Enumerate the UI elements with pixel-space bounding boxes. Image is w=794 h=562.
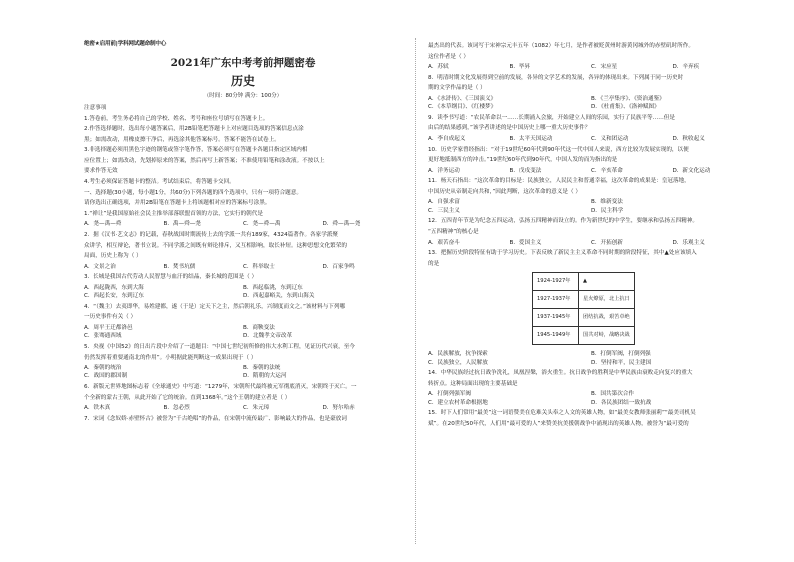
answer-option: D．辛弃疾: [672, 64, 700, 71]
question-text: 6．新版元世界地图标志着《全球通史》中写道：“1279年，宋朝所代最终被元军彻底消灭，宋朝终于灭亡。一: [84, 384, 357, 391]
table-row: [533, 273, 635, 291]
answer-option: C．民族独立，人民解放: [428, 359, 488, 366]
answer-option: A．李自成起义: [428, 136, 466, 143]
answer-option: B．忽必烈: [163, 405, 190, 412]
note-line: 3.非选择题必须用黑色字迹的钢笔或签字笔作答，答案必须写在答题卡各题目指定区域内相: [84, 147, 308, 154]
note-line: 要求作答无效: [84, 168, 118, 175]
note-line: 应位置上；如需改动，先划掉原来的答案，然后再写上新答案；不准使用铅笔和涂改液。不按以上: [84, 157, 325, 164]
question-text: 12．五四青年节是为纪念五四运动，弘扬五四精神而设立的。作为新世纪的中学生，要继承和弘扬五四精神。: [428, 218, 699, 225]
table-row: [533, 291, 635, 309]
question-text: 1.“禅让”是我国原始社会民主推举部落联盟首领的方法，它实行的朝代是: [84, 210, 263, 217]
exam-title: 2021年广东中考考前押题密卷: [170, 57, 316, 69]
answer-options: [428, 167, 754, 175]
question-text: 局面，历史上称为（ ）: [84, 253, 142, 260]
table-cell-year: 1937-1945年: [533, 309, 579, 327]
answer-option: C．尧—舜—禹: [243, 221, 281, 228]
answer-options: [428, 239, 754, 247]
answer-option: B．戊戌变法: [509, 167, 542, 174]
notes-heading: 注意事项: [84, 105, 107, 111]
answer-option: B．毕昇: [509, 64, 531, 71]
answer-option: B．商鞅变法: [243, 324, 275, 331]
answer-option: A．文景之治: [84, 263, 116, 270]
column-divider: [415, 38, 416, 544]
answer-option: A．铁木真: [84, 405, 111, 412]
answer-option: A．民族解放，抗争探索: [428, 351, 488, 358]
table-cell-event: 国共对峙，战略决战: [579, 327, 635, 345]
question-text: 斌”。在20世纪50年代，人们用“最可爱的人”来赞美抗美援朝战争中涌现出的英雄人物，被誉为“最可爱的: [428, 421, 689, 428]
answer-options: [428, 135, 754, 143]
answer-option: C．三民主义: [428, 207, 460, 214]
question-text: 期的文学作品的是（ ）: [428, 85, 486, 92]
timeline-table: [532, 272, 635, 345]
answer-option: D．舜—禹—尧: [322, 221, 361, 228]
answer-options: [428, 95, 754, 112]
question-text: 最杰出的代表。该词写于宋神宗元丰五年（1082）年七月，是作者被贬黄州时游黄冈城外的赤壁矶时所作。: [428, 43, 694, 49]
answer-option: D．百家争鸣: [322, 263, 355, 270]
question-text: 5．央视《中国52》的日出片段中介绍了一道题目：“中国七世纪初所修的伟大水利工程，见证历代兴衰，至今: [84, 343, 355, 350]
subject-title: 历史: [230, 74, 255, 88]
answer-option: A．秦朝的统治: [84, 365, 122, 372]
answer-options: [428, 63, 754, 71]
answer-option: C．《本草纲目》、《红楼梦》: [428, 104, 497, 111]
answer-option: B．维新变法: [591, 199, 623, 206]
question-text: 中国历史从帝制走向共和，”因此判断，这次革命的意义是（ ）: [428, 188, 581, 195]
answer-option: B．禹—舜—尧: [163, 221, 201, 228]
answer-option: A．尧—禹—舜: [84, 221, 122, 228]
answer-option: C．义和团运动: [591, 136, 629, 143]
question-text: 3．长城是我国古代劳动人民智慧与血汗的结晶，秦长城的范围是（ ）: [84, 274, 258, 281]
question-text: 众讲学，相互辩论，著书立说。不同学派之间既有辩论排斥，又互相影响，取长补短。这种思想文化繁荣的: [84, 242, 347, 249]
answer-option: B．爱国主义: [509, 239, 542, 246]
question-text: 8．明清时期文化发展得到空前的发展，各异的文学艺术的发展，各异的体现出来。下列属于同一历史时: [428, 74, 684, 81]
question-text: 7．宋词《念奴娇·赤壁怀古》被誉为“千古绝唱”的作品，在宋朝中流传最广、影响最大的作品，也是豪放词: [84, 415, 347, 422]
note-line: 4.考生必须保证答题卡的整洁。考试结束后，将答题卡交回。: [84, 179, 235, 186]
answer-option: D．隋朝的大运河: [243, 373, 287, 380]
answer-option: C．战国的郡国制: [84, 373, 128, 380]
table-cell-event: 团结抗战，艰苦卓绝: [579, 309, 635, 327]
question-text: 更好地抵制西方的冲击。”19世纪60年代到90年代，中国人发的而为指出的是: [428, 157, 618, 164]
section-instructions: 一、选择题(30小题，每小题1分，共60分)下列各题的四个选项中，只有一项符合题意。: [84, 189, 302, 196]
answer-option: C．西起长安，东到辽东: [84, 293, 144, 300]
answer-option: C．辛亥革命: [591, 167, 623, 174]
question-text: 个全新的蒙古王朝，从此开始了它的统治。直到1368年。”这个王朝的建立者是（ ）: [84, 394, 291, 401]
answer-option: B．太平天国运动: [509, 136, 553, 143]
answer-option: C．科举取士: [243, 263, 275, 270]
answer-options: [428, 390, 754, 407]
answer-option: A．自强求富: [428, 199, 460, 206]
note-line: 2.作答选择题时，选出每小题答案后，用2B铅笔把答题卡上对应题目选项的答案信息点涂: [84, 126, 304, 133]
answer-option: B．国共第次合作: [591, 391, 634, 398]
question-text: 10．历史学家曾经指出：“对于19世纪60年代到90年代这一代中国人来说，西方比较为发展实现的，以便: [428, 146, 689, 153]
question-text: 13．把握历史阶段特征有助于学习历史。下表反映了新民主主义革命不同时期的阶段特征，其中▲处应该填入: [428, 250, 697, 257]
table-cell-year: 1945-1949年: [533, 327, 579, 345]
answer-options: [84, 284, 402, 301]
answer-option: B．《兰亭集序》、《资治通鉴》: [591, 95, 665, 102]
answer-option: C．张骞通西域: [84, 333, 122, 340]
answer-options: [84, 404, 402, 412]
answer-option: C．开拓创新: [591, 239, 623, 246]
secret-label: 绝密★启用前|学科网试题命制中心: [84, 41, 167, 47]
answer-option: D．秋收起义: [672, 136, 705, 143]
question-text: 14．中华民族经过抗日战争洗礼，凤凰涅槃，浴火重生。抗日战争的胜利是中华民族由衰败走向复兴的重大: [428, 370, 693, 377]
answer-option: A．周平王迁都洛邑: [84, 324, 133, 331]
question-text: 转折点。这种局面出现的主要基础是: [428, 380, 518, 387]
answer-option: A．洋务运动: [428, 167, 460, 174]
answer-option: C．朱元璋: [243, 405, 270, 412]
answer-option: D．坚持和平，民主建国: [591, 359, 652, 366]
timeline-table-wrap: [428, 270, 754, 348]
question-text: “五四精神”的核心是: [428, 229, 479, 236]
answer-option: D．各民族团结一致抗战: [591, 399, 652, 406]
table-row: [533, 327, 635, 345]
time-score-info: （时间：80分钟 满分：100分）: [203, 93, 283, 99]
answer-option: B．打倒军阀，打倒列强: [591, 351, 651, 358]
question-text: 2．据《汉书·艺文志》的记载，春秋战国时期流传上去的学派一共有189家，4324篇著作。各家学派聚: [84, 231, 339, 238]
answer-options: [84, 324, 402, 341]
answer-option: A．《水浒传》、《三国演义》: [428, 95, 497, 102]
section-instructions: 请你选出正确选项，并用2B铅笔在答题卡上将该题相对应的答案标号涂黑。: [84, 200, 271, 207]
answer-option: D．乐观主义: [672, 239, 705, 246]
answer-options: [84, 220, 402, 228]
table-cell-year: 1924-1927年: [533, 273, 579, 291]
answer-option: A．苏轼: [428, 64, 449, 71]
question-text: 4．“（魏主）去夷即华，易姓建都，遂（于是）定天下之主，然后朝礼乐，兴制度而文之。”该材料与下列哪: [84, 303, 346, 310]
answer-option: D．新文化运动: [672, 167, 711, 174]
question-text: 9．读李书写道：“农民革命以一……长期涌入会旅，开始建立人间的乐园，实行了民族平等……但是: [428, 114, 675, 121]
table-row: [533, 309, 635, 327]
answer-option: A．艰苦奋斗: [428, 239, 460, 246]
answer-options: [84, 364, 402, 381]
question-text: 11．杨天石指出：“这次革命的目标是：民族独立，人民民主和普通幸福，这次革命的成果是：皇冠落地，: [428, 178, 690, 185]
question-text: 的是: [428, 260, 440, 267]
left-column: [84, 104, 402, 425]
answer-option: C．宋应星: [591, 64, 618, 71]
question-text: 一历史事件有关（ ）: [84, 314, 137, 321]
answer-options: [84, 263, 402, 271]
question-text: 仍然发挥着重要通南北的作用”。小明据此能判断这一成果出现于（ ）: [84, 354, 257, 361]
answer-option: D．努尔哈赤: [322, 405, 355, 412]
answer-option: D．北魏孝文帝改革: [243, 333, 293, 340]
question-text: 15．时下人们常用“最美”这一词语赞美在危难关头奉之人文的英雄人物，如“最美女教师张丽莉”“最美司机吴: [428, 410, 696, 417]
answer-option: D．《杜甫集》、《洛神赋图》: [591, 104, 660, 111]
answer-option: B．西起临洮，东到辽东: [243, 284, 303, 291]
question-text: 由后的结果感到，”该学者讲述的是中国历史上哪一重大历史事件？: [428, 125, 591, 132]
answer-option: A．西起陇西，东到大海: [84, 284, 144, 291]
table-cell-event: ▲: [579, 273, 635, 291]
note-line: 1.答卷前，考生务必将自己的学校、姓名、考号和座位号填写在答题卡上。: [84, 115, 269, 122]
answer-option: B．秦朝的法统: [243, 365, 281, 372]
answer-options: [428, 350, 754, 367]
right-column: [428, 42, 754, 431]
answer-option: D．民主科学: [591, 207, 624, 214]
answer-options: [428, 198, 754, 215]
table-cell-event: 星火燎原，北上抗日: [579, 291, 635, 309]
answer-option: B．焚书坑儒: [163, 263, 196, 270]
note-line: 黑；如需改动，用橡皮擦干净后，再选涂其他答案标号。答案不能答在试卷上。: [84, 136, 280, 143]
answer-option: C．建立农村革命根据地: [428, 399, 488, 406]
question-text: 这位作者是（ ）: [428, 53, 469, 60]
answer-option: D．西起嘉峪关，东到山海关: [243, 293, 315, 300]
answer-option: A．打倒列强军阀: [428, 391, 471, 398]
table-cell-year: 1927-1937年: [533, 291, 579, 309]
